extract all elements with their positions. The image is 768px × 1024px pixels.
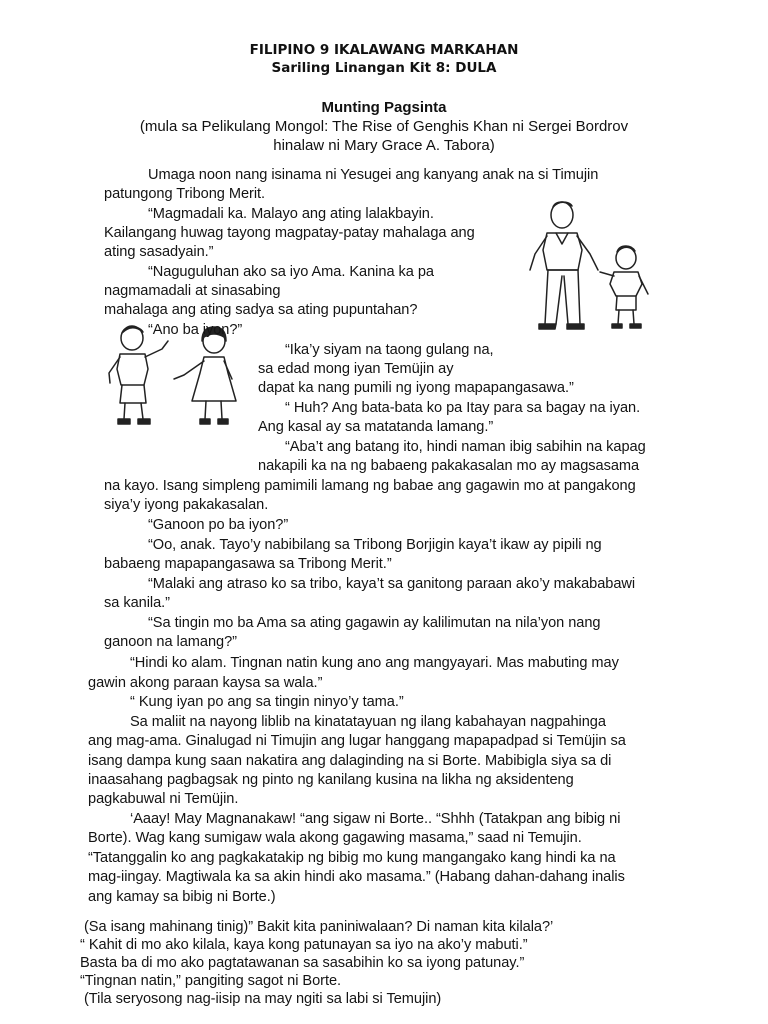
story-line: isang dampa kung saan nakatira ang dalaginding na si Borte. Mabibigla siya sa di	[88, 753, 612, 769]
story-line: ating sasadyain.”	[104, 244, 214, 260]
story-line: “ Kung iyan po ang sa tingin ninyo’y tama.”	[130, 694, 404, 710]
story-line: “Tatanggalin ko ang pagkakatakip ng bibig mo kung mangangako kang hindi ka na	[88, 850, 616, 866]
story-line: Kailangang huwag tayong magpatay-patay mahalaga ang	[104, 225, 475, 241]
story-line: Umaga noon nang isinama ni Yesugei ang kanyang anak na si Timujin	[148, 167, 599, 183]
story-line: (Tila seryosong nag-iisip na may ngiti sa labi si Temujin)	[84, 991, 442, 1007]
story-line: inaasahang pagbagsak ng pinto ng kanilang kusina na likha ng aksidenteng	[88, 772, 574, 788]
story-line: “Ganoon po ba iyon?”	[148, 517, 289, 533]
story-line: babaeng mapapangasawa sa Tribong Merit.”	[104, 556, 392, 572]
story-line: “Magmadali ka. Malayo ang ating lalakbayin.	[148, 206, 434, 222]
story-line: “Aba’t ang batang ito, hindi naman ibig sabihin na kapag	[285, 439, 646, 455]
story-line: Sa maliit na nayong liblib na kinatatayuan ng ilang kabahayan nagpahinga	[130, 714, 606, 730]
story-line: ang mag-ama. Ginalugad ni Timujin ang lugar hanggang mapapadpad si Temüjin sa	[88, 733, 626, 749]
story-adapter: hinalaw ni Mary Grace A. Tabora)	[273, 137, 495, 154]
story-line: (Sa isang mahinang tinig)” Bakit kita paniniwalaan? Di naman kita kilala?’	[84, 919, 554, 935]
story-line: nakapili ka na ng babaeng pakakasalan mo ay magsasama	[258, 458, 640, 474]
story-line: ‘Aaay! May Magnanakaw! “ang sigaw ni Borte.. “Shhh (Tatakpan ang bibig ni	[130, 811, 621, 827]
story-line: “ Huh? Ang bata-bata ko pa Itay para sa bagay na iyan.	[285, 400, 641, 416]
story-line: “Sa tingin mo ba Ama sa ating gagawin ay kalilimutan na nila’yon nang	[148, 615, 601, 631]
story-source: (mula sa Pelikulang Mongol: The Rise of Genghis Khan ni Sergei Bordrov	[139, 118, 629, 135]
story-line: mahalaga ang ating sadya sa ating pupuntahan?	[104, 302, 418, 318]
story-line: “Oo, anak. Tayo’y nabibilang sa Tribong Borjigin kaya’t ikaw ay pipili ng	[148, 537, 602, 553]
story-line: Ang kasal ay sa matatanda lamang.”	[258, 419, 494, 435]
header-kit-line: Sariling Linangan Kit 8: DULA	[271, 60, 497, 76]
story-line: Basta ba di mo ako pagtatawanan sa sasabihin ko sa iyong patunay.”	[80, 955, 525, 971]
story-line: siya’y iyong pakakasalan.	[104, 497, 269, 513]
story-line: sa edad mong iyan Temüjin ay	[258, 361, 454, 377]
story-line: “Ano ba iyon?”	[148, 322, 243, 338]
header-subject-line: FILIPINO 9 IKALAWANG MARKAHAN	[249, 42, 519, 58]
story-line: pagkabuwal ni Temüjin.	[88, 791, 239, 807]
story-line: mag-iingay. Magtiwala ka sa akin hindi ako masama.” (Habang dahan-dahang inalis	[88, 869, 625, 885]
story-title: Munting Pagsinta	[321, 99, 447, 116]
story-line: patungong Tribong Merit.	[104, 186, 266, 202]
story-line: ganoon na lamang?”	[104, 634, 237, 650]
story-line: gawin akong paraan kaysa sa wala.”	[88, 675, 323, 691]
story-line: “ Kahit di mo ako kilala, kaya kong patunayan sa iyo na ako’y mabuti.”	[80, 937, 528, 953]
father-and-son-illustration	[520, 198, 670, 330]
story-line: Borte). Wag kang sumigaw wala akong gagawing masama,” saad ni Temujin.	[88, 830, 582, 846]
story-line: dapat ka nang pumili ng iyong mapapangasawa.”	[258, 380, 574, 396]
story-line: “Tingnan natin,” pangiting sagot ni Borte.	[80, 973, 342, 989]
story-line: ang kamay sa bibig ni Borte.)	[88, 889, 276, 905]
story-line: “Naguguluhan ako sa iyo Ama. Kanina ka pa	[148, 264, 434, 280]
story-line: “Ika’y siyam na taong gulang na,	[285, 342, 494, 358]
story-line: “Malaki ang atraso ko sa tribo, kaya’t sa ganitong paraan ako’y makababawi	[148, 576, 636, 592]
story-line: sa kanila.”	[104, 595, 170, 611]
story-line: “Hindi ko alam. Tingnan natin kung ano ang mangyayari. Mas mabuting may	[130, 655, 619, 671]
story-line: nagmamadali at sinasabing	[104, 283, 281, 299]
story-line: na kayo. Isang simpleng pamimili lamang ng babae ang gagawin mo at pangakong	[104, 478, 636, 494]
